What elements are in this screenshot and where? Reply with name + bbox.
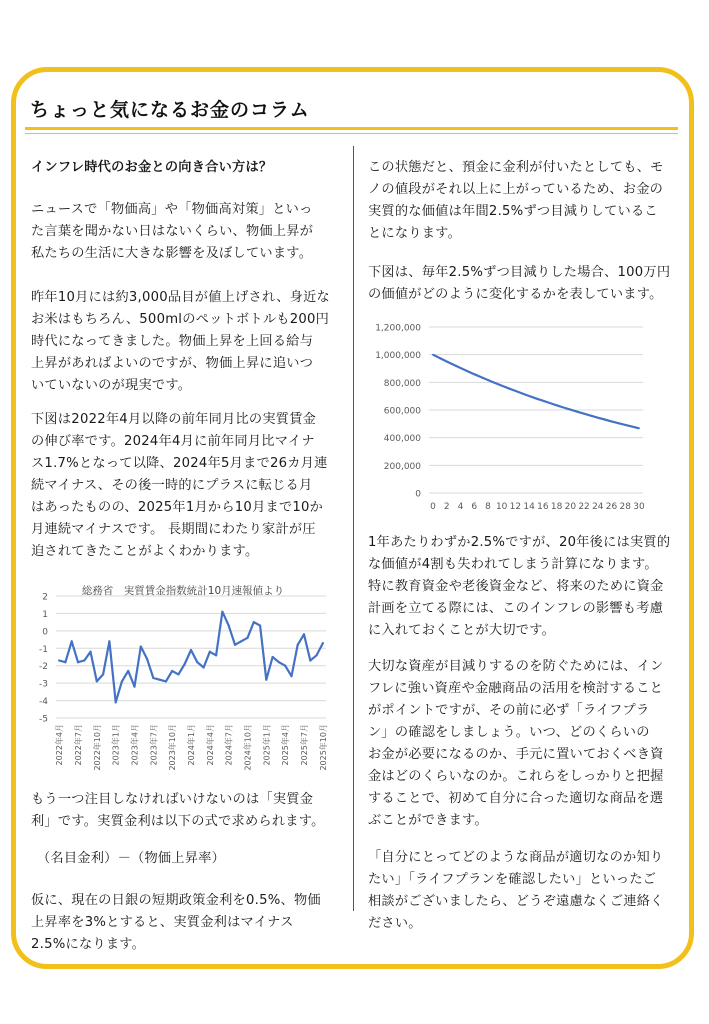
- data-point: [71, 640, 73, 642]
- right-para5: [368, 847, 686, 935]
- y-tick-label: 200,000: [383, 461, 421, 472]
- data-point: [177, 673, 179, 675]
- text-line: お米はもちろん、500mlのペットボトルも200円: [31, 312, 330, 327]
- text-line: 私たちの生活に大きな影響を及ぼしています。: [31, 246, 313, 261]
- data-point: [202, 666, 204, 668]
- y-tick-label: 0: [415, 489, 421, 500]
- left-para3: [31, 409, 347, 563]
- data-point: [542, 400, 544, 402]
- data-point: [597, 417, 599, 419]
- data-point: [309, 659, 311, 661]
- text-line: することで、初めて自分に合った適切な商品を選: [368, 791, 664, 806]
- data-point: [265, 679, 267, 681]
- data-point: [278, 661, 280, 663]
- data-point: [590, 415, 592, 417]
- text-line: たい」「ライフプランを確認したい」といったご: [368, 872, 657, 887]
- data-point: [466, 370, 468, 372]
- left-heading: [31, 157, 347, 179]
- text-line: 月連続マイナスです。 長期間にわたり家計が圧: [31, 522, 316, 537]
- data-point: [83, 659, 85, 661]
- title-underline: [25, 127, 678, 130]
- data-point: [453, 364, 455, 366]
- value-decline-chart: [365, 315, 655, 520]
- text-line: 仮に、現在の日銀の短期政策金利を0.5%、物価: [31, 893, 321, 908]
- data-point: [221, 611, 223, 613]
- series-line: [59, 612, 323, 703]
- data-point: [521, 393, 523, 395]
- y-tick-label: -1: [39, 644, 48, 655]
- x-tick-label: 2023年4月: [130, 724, 140, 766]
- data-point: [102, 673, 104, 675]
- data-point: [439, 357, 441, 359]
- x-tick-label: 2024年10月: [243, 724, 253, 771]
- text-line: の価値がどのように変化するかを表しています。: [368, 287, 663, 302]
- x-tick-label: 2023年7月: [149, 724, 159, 766]
- x-tick-label: 18: [550, 502, 563, 512]
- x-tick-label: 28: [619, 502, 631, 512]
- data-point: [184, 663, 186, 665]
- data-point: [638, 427, 640, 429]
- y-tick-label: 1,200,000: [375, 323, 421, 334]
- x-tick-label: 2023年1月: [111, 724, 121, 766]
- text-line: 上昇率を3%とすると、実質金利はマイナス: [31, 915, 294, 930]
- data-point: [140, 645, 142, 647]
- y-tick-label: -4: [39, 697, 48, 708]
- data-point: [473, 373, 475, 375]
- article-heading: インフレ時代のお金との向き合い方は？: [31, 160, 273, 175]
- text-line: 相談がございましたら、どうぞ遠慮なくご連絡く: [368, 894, 664, 909]
- y-tick-label: 600,000: [383, 406, 421, 417]
- data-point: [508, 387, 510, 389]
- text-line: もう一つ注目しなければいけないのは「実質金: [31, 792, 314, 807]
- text-line: 上昇があればよいのですが、物価上昇に追いつ: [31, 356, 314, 371]
- data-point: [228, 625, 230, 627]
- data-point: [196, 661, 198, 663]
- data-point: [460, 367, 462, 369]
- left-para2: [31, 287, 347, 397]
- x-tick-label: 2023年10月: [168, 724, 178, 771]
- text-line: この状態だと、預金に金利が付いたとしても、モ: [368, 160, 664, 175]
- x-tick-label: 30: [633, 502, 645, 512]
- data-point: [515, 390, 517, 392]
- x-tick-label: 6: [471, 502, 478, 512]
- data-point: [494, 382, 496, 384]
- x-tick-label: 2024年7月: [224, 724, 234, 766]
- data-point: [152, 677, 154, 679]
- data-point: [569, 409, 571, 411]
- data-point: [58, 659, 60, 661]
- y-tick-label: 0: [42, 627, 48, 638]
- column-divider: [353, 146, 354, 911]
- data-point: [127, 670, 129, 672]
- data-point: [253, 621, 255, 623]
- data-point: [604, 419, 606, 421]
- left-para5: [31, 890, 347, 956]
- y-tick-label: 2: [42, 592, 48, 603]
- y-tick-label: 1,000,000: [375, 351, 421, 362]
- text-line: 2.5%になります。: [31, 937, 146, 952]
- data-point: [624, 424, 626, 426]
- x-tick-label: 16: [537, 502, 549, 512]
- x-tick-label: 2025年1月: [262, 724, 272, 766]
- formula: [37, 848, 353, 870]
- text-line: 迫されてきたことがよくわかります。: [31, 544, 259, 559]
- data-point: [215, 654, 217, 656]
- x-tick-label: 0: [430, 502, 436, 512]
- data-point: [322, 642, 324, 644]
- data-point: [480, 376, 482, 378]
- text-line: フレに強い資産や金融商品の活用を検討すること: [368, 681, 664, 696]
- text-line: 利」です。実質金利は以下の式で求められます。: [31, 814, 325, 829]
- data-point: [108, 640, 110, 642]
- x-tick-label: 12: [509, 502, 522, 512]
- data-point: [190, 649, 192, 651]
- data-point: [556, 404, 558, 406]
- x-tick-label: 10: [495, 502, 508, 512]
- x-tick-label: 2024年1月: [187, 724, 196, 766]
- data-point: [121, 680, 123, 682]
- text-line: 大切な資産が目減りするのを防ぐためには、イン: [368, 659, 664, 674]
- text-line: 1年あたりわずか2.5%ですが、20年後には実質的: [368, 535, 671, 550]
- data-point: [234, 644, 236, 646]
- data-point: [64, 661, 66, 663]
- data-point: [535, 397, 537, 399]
- y-tick-label: -2: [39, 662, 48, 673]
- wage-chart: [28, 578, 338, 778]
- text-line: 実質的な価値は年間2.5%ずつ目減りしているこ: [368, 204, 658, 219]
- data-point: [272, 656, 274, 658]
- x-tick-label: 26: [605, 502, 618, 512]
- text-line: 「自分にとってどのような商品が適切なのか知り: [368, 850, 664, 865]
- text-line: とになります。: [368, 226, 462, 241]
- x-tick-label: 14: [523, 502, 535, 512]
- text-line: 下図は2022年4月以降の前年同月比の実質賃金: [31, 412, 317, 427]
- text-line: ださい。: [368, 916, 422, 931]
- data-point: [146, 658, 148, 660]
- x-tick-label: 2025年4月: [281, 724, 291, 766]
- y-tick-label: -3: [39, 679, 48, 690]
- text-line: 続マイナス、その後一時的にプラスに転じる月: [31, 478, 313, 493]
- text-line: 金はどのくらいなのか。これらをしっかりと把握: [368, 769, 664, 784]
- text-line: 特に教育資金や老後資金など、将来のために資金: [368, 579, 664, 594]
- title-underline-thin: [25, 133, 678, 134]
- text-line: ン」の確認をしましょう。いつ、どのくらいの: [368, 725, 650, 740]
- data-point: [631, 426, 633, 428]
- text-line: 昨年10月には約3,000品目が値上げされ、身近な: [31, 290, 330, 305]
- x-tick-label: 2: [443, 502, 450, 512]
- data-point: [259, 625, 261, 627]
- x-tick-label: 8: [485, 502, 491, 512]
- x-tick-label: 2025年7月: [300, 724, 310, 766]
- data-point: [77, 661, 79, 663]
- data-point: [528, 395, 530, 397]
- data-point: [315, 654, 317, 656]
- right-para3: [368, 532, 686, 642]
- data-point: [171, 670, 173, 672]
- y-tick-label: 800,000: [383, 378, 421, 389]
- series-line: [433, 355, 639, 429]
- x-tick-label: 22: [578, 502, 590, 512]
- data-point: [303, 633, 305, 635]
- data-point: [583, 413, 585, 415]
- text-line: お金が必要になるのか、手元に置いておくべき資: [368, 747, 664, 762]
- x-tick-label: 2022年7月: [73, 724, 83, 766]
- text-line: 計画を立てる際には、このインフレの影響も考慮: [368, 601, 664, 616]
- x-tick-label: 2025年10月: [318, 724, 328, 771]
- page-title: ちょっと気になるお金のコラム: [30, 99, 310, 121]
- text-line: た言葉を聞かない日はないくらい、物価上昇が: [31, 224, 314, 239]
- data-point: [432, 354, 434, 356]
- text-line: な価値が4割も失われてしまう計算になります。: [368, 557, 658, 572]
- text-line: ニュースで「物価高」や「物価高対策」といっ: [31, 202, 313, 217]
- text-line: はあったものの、2025年1月から10月まで10か: [31, 500, 324, 515]
- chart-title: 総務省 実質賃金指数統計10月速報値より: [81, 585, 285, 597]
- data-point: [209, 651, 211, 653]
- data-point: [297, 644, 299, 646]
- text-line: の伸び率です。2024年4月に前年同月比マイナ: [31, 434, 315, 449]
- y-tick-label: -5: [39, 714, 48, 725]
- data-point: [487, 379, 489, 381]
- data-point: [611, 420, 613, 422]
- data-point: [133, 686, 135, 688]
- x-tick-label: 2022年10月: [92, 724, 102, 771]
- formula-text: （名目金利）－（物価上昇率）: [37, 851, 226, 866]
- data-point: [576, 411, 578, 413]
- left-para1: [31, 199, 347, 265]
- x-tick-label: 2022年4月: [55, 724, 65, 766]
- text-line: に入れておくことが大切です。: [368, 623, 556, 638]
- x-tick-label: 24: [592, 502, 604, 512]
- right-para1: [368, 157, 686, 245]
- data-point: [240, 640, 242, 642]
- x-tick-label: 4: [457, 502, 464, 512]
- right-para4: [368, 656, 686, 832]
- data-point: [159, 679, 161, 681]
- text-line: ぶことができます。: [368, 813, 488, 828]
- data-point: [501, 385, 503, 387]
- data-point: [115, 701, 117, 703]
- text-line: いていないのが現実です。: [31, 378, 192, 393]
- data-point: [284, 665, 286, 667]
- data-point: [618, 422, 620, 424]
- y-tick-label: 400,000: [383, 434, 421, 445]
- data-point: [96, 680, 98, 682]
- x-tick-label: 2024年4月: [205, 724, 215, 766]
- right-para2: [368, 262, 686, 306]
- data-point: [290, 675, 292, 677]
- text-line: ノの値段がそれ以上に上がっているため、お金の: [368, 182, 664, 197]
- text-line: がポイントですが、その前に必ず「ライフプラ: [368, 703, 650, 718]
- data-point: [563, 407, 565, 409]
- data-point: [165, 680, 167, 682]
- data-point: [246, 637, 248, 639]
- data-point: [549, 402, 551, 404]
- x-tick-label: 20: [564, 502, 577, 512]
- text-line: 下図は、毎年2.5%ずつ目減りした場合、100万円: [368, 265, 671, 280]
- text-line: ス1.7%となって以降、2024年5月まで26カ月連: [31, 456, 328, 471]
- text-line: 時代になってきました。物価上昇を上回る給与: [31, 334, 314, 349]
- left-para4: [31, 789, 347, 833]
- data-point: [89, 651, 91, 653]
- data-point: [446, 361, 448, 363]
- y-tick-label: 1: [42, 609, 48, 620]
